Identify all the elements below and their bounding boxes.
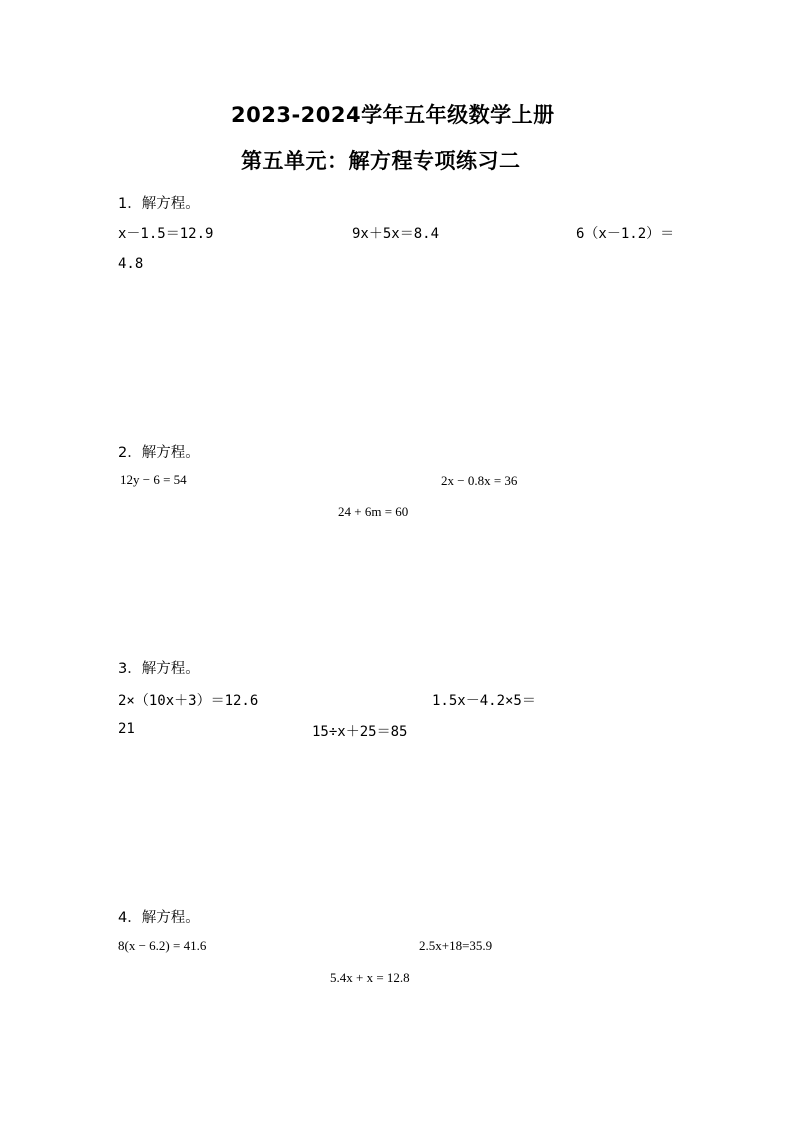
question-heading: 1．解方程。: [118, 196, 200, 212]
equation-continuation: 4.8: [118, 256, 144, 272]
equation: 1.5x－4.2×5＝: [432, 693, 536, 709]
equation: 2x − 0.8x = 36: [441, 473, 518, 488]
equation: 2.5x+18=35.9: [419, 938, 493, 953]
document-subtitle: 第五单元：解方程专项练习二: [241, 149, 521, 173]
question-heading: 3．解方程。: [118, 661, 200, 677]
equation: x－1.5＝12.9: [118, 226, 214, 242]
equation: 24 + 6m = 60: [338, 504, 409, 519]
question-heading: 2．解方程。: [118, 445, 200, 461]
equation: 6（x－1.2）＝: [576, 226, 675, 242]
document-title: 2023-2024学年五年级数学上册: [231, 103, 555, 127]
question-heading: 4．解方程。: [118, 910, 200, 926]
equation: 9x＋5x＝8.4: [352, 226, 440, 242]
equation: 8(x − 6.2) = 41.6: [118, 938, 207, 953]
equation: 15÷x＋25＝85: [312, 724, 408, 740]
equation: 5.4x + x = 12.8: [330, 970, 410, 985]
equation: 2×（10x＋3）＝12.6: [118, 693, 259, 709]
equation-continuation: 21: [118, 721, 135, 737]
equation: 12y − 6 = 54: [120, 472, 187, 487]
